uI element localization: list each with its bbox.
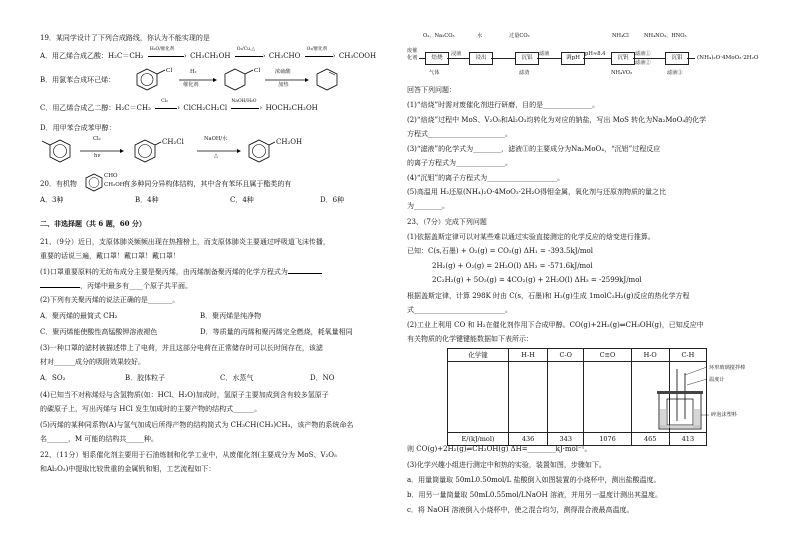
- q21-option-b: B．聚丙烯是纯净物: [200, 312, 262, 320]
- table-header: C-O: [548, 349, 584, 362]
- label-foam: 碎泡沫塑料: [711, 412, 737, 418]
- q22-line2: 和Al₂O₃)中提取比较贵重的金属钒和钼，工艺流程如下：: [40, 465, 216, 473]
- q20-option-d: D．6种: [320, 196, 345, 204]
- flow-mid-1: 浸液: [451, 51, 462, 57]
- q23-q1-text: 根据盖斯定律，计算 298K 时由 C(s，石墨)和 H₂(g)生成 1molC₂H₂(g)反应的热化学方程: [407, 292, 690, 300]
- q19-d-reagent2-top: NaOH/水: [204, 136, 228, 142]
- table-header: 化学键: [448, 349, 509, 362]
- flow-product: (NH₄)₂O·4MoO₃·2H₂O: [697, 55, 759, 61]
- flow-mid-2: 滤液: [539, 51, 550, 57]
- q21-option-a: A．聚丙烯的最简式 CH₂: [40, 312, 118, 320]
- q19-stem: 19．某同学设计了下列合成路线，你认为不能实现的是: [40, 34, 210, 42]
- q22-q4: (4)“沉钼”的离子方程式为____________________。: [407, 174, 565, 182]
- q20-ch2oh: CH₂OH: [104, 182, 125, 188]
- q21-q2: (2)下列有关聚丙烯的说法正确的是_______。: [40, 296, 180, 304]
- benzene-ring-icon: [137, 69, 157, 90]
- q19-b-scheme: [135, 66, 395, 96]
- q23-step-c: c．将 NaOH 溶液倒入小烧杯中，使之混合均匀，测得混合液最高温度。: [407, 506, 634, 514]
- q19-a-arrow1: H₂O/催化剂 ›: [149, 47, 187, 60]
- cyclohexene-ring-icon: [317, 69, 337, 90]
- q21-q5: (5)丙烯的某种同系物(A)与氢气加成后所得产物的结构简式为 CH₃CH(CH₃)CH₃，该产物的系统命名: [40, 421, 354, 429]
- q23-q1: (1)依据盖斯定律可以对某些难以通过实验直接测定的化学反应的焓变进行推算。: [407, 233, 655, 241]
- q19-a-product2: CH₃CHO: [268, 52, 301, 60]
- q21-option-c: C．聚丙烯能使酸性高锰酸钾溶液褪色: [40, 328, 158, 336]
- label-thermometer: 温度计: [709, 377, 725, 383]
- q21-line1: 21、（9分）近日，支原体肺炎频频出现在热搜榜上，而支原体肺炎主要通过呼吸道飞沫传播，: [40, 238, 330, 246]
- flow-mid-3: pH≈8.4: [585, 51, 606, 57]
- table-cell: 436: [509, 433, 548, 446]
- flow-reagent-4: NH₄Cl: [612, 33, 629, 39]
- table-cell: E/(kJ/mol): [448, 433, 509, 446]
- q19-a-reagent2: O₂/Cu,△: [236, 47, 255, 52]
- q19-d-reagent2-bottom: △: [214, 153, 218, 159]
- flow-mid-5: 滤液②: [635, 60, 651, 66]
- flow-reagent-2: 水: [477, 33, 483, 39]
- flow-step-v-precipitation: 沉钒: [611, 52, 635, 65]
- section-heading: 二、非选择题（共 6 题，60 分）: [40, 219, 146, 228]
- q21-q5b: 名______，M 可能的结构共_____种。: [40, 435, 158, 443]
- q23-step-b: b．用另一量筒量取 50mL0.55mol/LNaOH 溶液，并用另一温度计测出其温度。: [407, 491, 662, 499]
- q19-b-label: B．用氯苯合成环己烯：: [40, 76, 116, 84]
- q22-q5: (5)高温用 H₂还原(NH₄)₂O·4MoO₃·2H₂O得钼金属，氧化剂与还原剂物质的量之比: [407, 188, 667, 196]
- table-cell: 1076: [584, 433, 631, 446]
- q22-q3b: 的离子方程式为______________。: [407, 159, 512, 167]
- q19-a-product3: CH₃COOH: [338, 52, 377, 60]
- flow-step-mo-precipitation: 沉钼: [665, 52, 689, 65]
- q19-c-reagent2: NaOH/H₂O: [231, 99, 257, 104]
- q23-eq2: 2H₂(g) + O₂(g) = 2H₂O(l) ΔH₂ = -571.6kJ/mol: [432, 262, 593, 270]
- flow-start: 废催化剂: [407, 48, 418, 61]
- q23-title: 23、（7分）完成下列问题: [407, 218, 487, 226]
- flow-step-al-precipitation: 沉铝: [515, 52, 539, 65]
- table-header: H-H: [509, 349, 548, 362]
- q19-a-reagent3: O₂/催化剂: [306, 47, 328, 52]
- q21-line3: [40, 266, 322, 277]
- q21-q1: (1)口罩重要原料的无纺布成分主要是聚丙烯，由丙烯制备聚丙烯的化学方程式为: [40, 268, 288, 276]
- q21-q3: (3)一种口罩的滤材被描述带上了电荷，并且这部分电荷在正常储存时可以长时间存在，该滤: [40, 344, 323, 352]
- table-cell: 343: [548, 433, 584, 446]
- q20-cho: CHO: [104, 173, 118, 179]
- q21-q4b: 的碳原子上，写出丙烯与 HCl 发生加成时的主要产物的结构式______。: [40, 405, 262, 413]
- q19-b-reagent2-top: 浓硫酸: [275, 69, 291, 75]
- q23-q1-blank: 式__________________________。: [407, 306, 512, 314]
- q22-q5b: 为________。: [407, 202, 449, 210]
- flow-mid-4: 滤液①: [635, 51, 651, 57]
- q19-option-a: [40, 47, 377, 61]
- cyclohexane-ring-icon: [225, 69, 245, 90]
- flow-out-4: 滤液③: [667, 70, 683, 76]
- q21-option-d: D．等质量的丙烯和聚丙烯完全燃烧，耗氧量相同: [200, 328, 353, 336]
- table-cell: 413: [669, 433, 706, 446]
- q22-q2: (2)“焙烧”过程中 MoS、V₂O₅和Al₂O₃均转化为对应的钠盐，写出 MoS 转化为Na₂MoO₄的化学: [407, 116, 707, 124]
- q21-q4: (4)已知当不对称烯烃与含氢物质(如：HCl、H₂O)加成时，氢原子主要加成到含有较多氢原子: [40, 391, 329, 399]
- flow-out-1: 气体: [429, 70, 440, 76]
- benzyl-chloride-ring-icon: [135, 140, 155, 162]
- q19-a-arrow3: O₂/催化剂 ›: [306, 47, 336, 60]
- q19-c-reagent1: Cl₂: [161, 99, 168, 104]
- q23-q2: (2)工业上利用 CO 和 H₂在催化剂作用下合成甲醇。CO(g)+2H₂(g)⇌CH₃OH(g)，已知反应中: [407, 321, 704, 329]
- label-stirrer: 环形玻璃搅拌棒: [709, 365, 746, 371]
- q21-q3b: 材对______成分的吸附效果较好。: [40, 358, 145, 366]
- process-flowchart: [407, 30, 779, 82]
- q22-q1: (1)“焙烧”时需对废催化剂进行研磨，目的是______________。: [407, 101, 600, 109]
- q21-line2: 重要的话说三遍，戴口罩！戴口罩！戴口罩！: [40, 252, 180, 260]
- q22-q2b: 方程式______________________。: [407, 130, 512, 138]
- q19-a-product1: CH₃CH₂OH: [190, 52, 231, 60]
- q23-step-a: a．用量筒量取 50mL0.50mol/L 盐酸倒入如图装置的小烧杯中，测出盐酸温度。: [407, 476, 661, 484]
- q19-d-reagent1-bottom: hν: [94, 153, 101, 159]
- q21-q3-option-a: A．SO₂: [40, 374, 66, 382]
- q19-c-label: C．用乙烯合成乙二醇：H₂C＝CH₂: [40, 104, 151, 112]
- flow-out-3: NH₄VO₃: [611, 70, 633, 76]
- q19-d-reagent1-top: Cl₂: [93, 136, 101, 142]
- q20-benzene-ring-icon: [84, 172, 104, 194]
- q19-d-product1: CH₂Cl: [162, 138, 184, 146]
- table-header: C≡O: [584, 349, 631, 362]
- answer-blank[interactable]: [288, 266, 322, 274]
- q20-option-c: C．4种: [230, 196, 254, 204]
- q19-option-c: C．用乙烯合成乙二醇：H₂C＝CH₂ Cl₂ › ClCH₂CH₂Cl NaOH/H₂O › HOCH₂CH₂OH: [40, 99, 318, 112]
- flow-step-leach: 浸出: [469, 52, 493, 65]
- q21-line4: [40, 280, 192, 291]
- q20-stem: [40, 180, 291, 189]
- q23-eq1: 已知：C(s,石墨) + O₂(g) = CO₂(g) ΔH₁ = -393.5kJ/mol: [407, 247, 594, 255]
- flow-out-2: 滤渣: [519, 70, 530, 76]
- q22-answer-prompt: 回答下列问题：: [407, 86, 456, 94]
- q19-a-arrow2: O₂/Cu,△ ›: [236, 47, 266, 60]
- table-header: C-H: [669, 349, 706, 362]
- q19-c-product1: ClCH₂CH₂Cl: [183, 104, 228, 112]
- q19-b-reagent2-bottom: 加热: [278, 82, 289, 88]
- answer-blank[interactable]: [40, 280, 80, 288]
- q23-q2b: 有关物质的化学键键能数据如下表所示：: [407, 335, 533, 343]
- flow-step-ph-adjust: 调pH: [561, 52, 585, 65]
- flow-reagent-3: 过量CO₂: [509, 33, 530, 39]
- q21-q1b: ，丙烯中最多有____个原子共平面。: [80, 282, 192, 290]
- q20-stem-b: 有多种同分异构体结构，其中含有苯环且属于酯类的有: [123, 180, 292, 188]
- q22-q3: (3)“滤液”的化学式为________，滤液①的主要成分为Na₂MoO₄，“沉铝”过程反应: [407, 145, 661, 153]
- flow-step-roast: 焙烧: [425, 52, 449, 65]
- q22-line1: 22、（11分）钼系催化剂主要用于石油炼制和化学工业中，从废催化剂(主要成分为 MoS、V₂O₅: [40, 451, 337, 459]
- q19-b-reagent1-bottom: 催化剂: [183, 82, 199, 88]
- table-header: H-O: [631, 349, 669, 362]
- q19-c-product2: HOCH₂CH₂OH: [265, 104, 318, 112]
- q20-option-b: B．4种: [135, 196, 159, 204]
- benzyl-alcohol-ring-icon: [249, 140, 269, 162]
- calorimeter-apparatus-icon: [647, 365, 717, 435]
- q23-eq3: 2C₂H₂(g) + 5O₂(g) = 4CO₂(g) + 2H₂O(l) ΔH₃ = -2599kJ/mol: [432, 276, 642, 284]
- toluene-ring-icon: [50, 140, 70, 162]
- q21-q3-option-b: B．胶体粒子: [125, 374, 166, 382]
- q19-a-label: A．用乙烯合成乙酸：H₂C＝CH₂: [40, 52, 144, 60]
- q23-q2-answer: 则 CO(g)+2H₂(g)⇌CH₃OH(g) ΔH=________kJ·mol⁻¹。: [407, 445, 592, 453]
- svg-text:Cl: Cl: [166, 67, 173, 74]
- q21-q3-option-c: C．水蒸气: [220, 374, 254, 382]
- svg-text:Cl: Cl: [254, 67, 261, 74]
- table-header-row: [448, 349, 707, 362]
- q20-stem-a: 20．有机物: [40, 180, 77, 188]
- flow-reagent-1: O₂、Na₂CO₃: [423, 33, 455, 39]
- q19-b-reagent1-top: H₂: [190, 69, 197, 75]
- table-cell: 465: [631, 433, 669, 446]
- q23-q3: (3)化学兴趣小组进行测定中和热的实验，装置如图，步骤如下。: [407, 461, 606, 469]
- flow-reagent-5: NH₄NO₃、HNO₃: [644, 33, 687, 39]
- q19-d-product2: CH₂OH: [276, 138, 303, 146]
- q20-option-a: A．3种: [40, 196, 64, 204]
- q19-a-reagent1: H₂O/催化剂: [149, 47, 175, 52]
- q19-d-label: D．用甲苯合成苯甲醇：: [40, 124, 116, 132]
- q21-q3-option-d: D．NO: [310, 374, 335, 382]
